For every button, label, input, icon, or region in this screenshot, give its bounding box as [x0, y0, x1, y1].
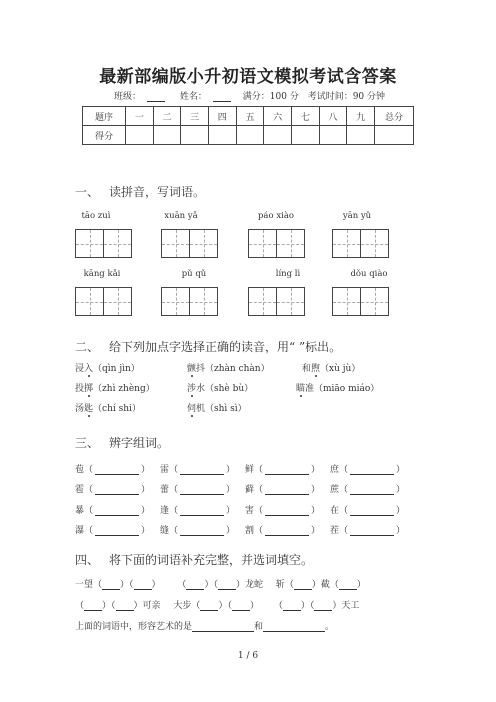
score-cell[interactable]: [264, 126, 292, 145]
writing-grid[interactable]: [161, 287, 218, 316]
answer-blank[interactable]: [95, 485, 139, 495]
pinyin-label: kāng kǎi: [83, 269, 121, 279]
pinyin-label: dǒu qiào: [350, 269, 388, 279]
base-character: 庶: [330, 465, 340, 475]
table-cell: 题序: [83, 107, 126, 126]
reading-item[interactable]: 涉水（shè bù）: [187, 384, 254, 394]
writing-grid[interactable]: [161, 229, 218, 258]
score-cell[interactable]: [126, 126, 154, 145]
reading-item[interactable]: 浸入（qìn jìn）: [75, 364, 140, 374]
writing-grid[interactable]: [75, 287, 132, 316]
pinyin-label: yān yǔ: [342, 211, 372, 221]
answer-blank[interactable]: [180, 506, 224, 516]
word-formation-item[interactable]: 鲜（ ）: [245, 465, 321, 475]
base-character: 鲜: [245, 465, 255, 475]
word-formation-item[interactable]: 苞（ ）: [75, 465, 151, 475]
base-character: 逢: [160, 506, 170, 516]
word-formation-item[interactable]: 雷（ ）: [160, 465, 236, 475]
answer-blank[interactable]: [95, 526, 139, 536]
table-row: [83, 126, 414, 145]
word-formation-item[interactable]: 缝（ ）: [160, 526, 236, 536]
table-cell: 六: [264, 107, 292, 126]
full-score: 满分：100 分: [242, 92, 299, 102]
section-4-heading: 四、 将下面的词语补充完整，并选词填空。: [75, 553, 314, 567]
writing-grid[interactable]: [248, 287, 305, 316]
table-cell: 总分: [375, 107, 414, 126]
score-cell[interactable]: [291, 126, 319, 145]
table-row: [83, 107, 414, 126]
word-formation-item[interactable]: 逢（ ）: [160, 506, 236, 516]
base-character: 割: [245, 526, 255, 536]
base-character: 雷: [160, 465, 170, 475]
page-number: 1 / 6: [237, 651, 259, 661]
answer-blank[interactable]: [350, 465, 394, 475]
writing-grid[interactable]: [332, 287, 389, 316]
exam-time: 考试时间：90 分钟: [307, 92, 386, 102]
answer-blank[interactable]: [350, 506, 394, 516]
exam-info: [0, 89, 496, 102]
reading-item[interactable]: 颤抖（zhàn chàn）: [187, 364, 270, 374]
section-1-heading: 一、 读拼音，写词语。: [75, 185, 206, 199]
writing-grid[interactable]: [248, 229, 305, 258]
base-character: 在: [330, 506, 340, 516]
idiom-line-1[interactable]: 一望（ ）（ ） （ ）（ ）龙蛇 斩（ ）截（ ）: [75, 580, 366, 590]
table-cell: 五: [236, 107, 264, 126]
answer-blank[interactable]: [350, 526, 394, 536]
word-formation-item[interactable]: 在（ ）: [330, 506, 406, 516]
answer-blank[interactable]: [350, 485, 394, 495]
base-character: 蕾: [160, 485, 170, 495]
base-character: 藓: [245, 485, 255, 495]
score-cell[interactable]: [347, 126, 375, 145]
score-table: [82, 106, 414, 145]
answer-blank[interactable]: [265, 506, 309, 516]
table-cell: 得分: [83, 126, 126, 145]
word-formation-item[interactable]: 茬（ ）: [330, 526, 406, 536]
base-character: 缝: [160, 526, 170, 536]
answer-blank[interactable]: [265, 526, 309, 536]
reading-item[interactable]: 和煦（xù jù）: [302, 364, 361, 374]
answer-blank[interactable]: [95, 506, 139, 516]
table-cell: 一: [126, 107, 154, 126]
base-character: 蔗: [330, 485, 340, 495]
score-cell[interactable]: [181, 126, 209, 145]
answer-blank[interactable]: [265, 465, 309, 475]
pinyin-label: tāo zuì: [81, 211, 111, 221]
section-2-heading: 二、 给下列加点字选择正确的读音，用“ ”标出。: [75, 340, 342, 354]
table-cell: 四: [208, 107, 236, 126]
reading-item[interactable]: 投掷（zhì zhèng）: [75, 384, 155, 394]
word-formation-item[interactable]: 蔗（ ）: [330, 485, 406, 495]
base-character: 暴: [75, 506, 85, 516]
writing-grid[interactable]: [75, 229, 132, 258]
word-formation-item[interactable]: 藓（ ）: [245, 485, 321, 495]
answer-blank[interactable]: [180, 526, 224, 536]
reading-item[interactable]: 瞄准（miāo miáo）: [296, 384, 380, 394]
score-cell[interactable]: [208, 126, 236, 145]
table-cell: 三: [181, 107, 209, 126]
score-cell[interactable]: [319, 126, 347, 145]
word-formation-item[interactable]: 雹（ ）: [75, 485, 151, 495]
table-cell: 八: [319, 107, 347, 126]
idiom-line-2[interactable]: （ ）（ ）可亲 大步（ ）（ ） （ ）（ ）天工: [75, 601, 360, 611]
base-character: 瀑: [75, 526, 85, 536]
word-formation-item[interactable]: 蕾（ ）: [160, 485, 236, 495]
word-formation-item[interactable]: 害（ ）: [245, 506, 321, 516]
score-cell[interactable]: [153, 126, 181, 145]
page-title: 最新部编版小升初语文模拟考试含答案: [99, 67, 397, 87]
table-cell: 七: [291, 107, 319, 126]
word-formation-item[interactable]: 暴（ ）: [75, 506, 151, 516]
name-field: 姓名：: [177, 92, 234, 102]
base-character: 茬: [330, 526, 340, 536]
writing-grid[interactable]: [332, 229, 389, 258]
table-cell: 二: [153, 107, 181, 126]
table-cell: 九: [347, 107, 375, 126]
pinyin-label: xuān yǎ: [164, 211, 198, 221]
section-3-heading: 三、 辨字组词。: [75, 436, 170, 450]
answer-blank[interactable]: [180, 485, 224, 495]
pinyin-label: pǔ qǔ: [181, 269, 207, 279]
answer-blank[interactable]: [265, 485, 309, 495]
word-formation-item[interactable]: 瀑（ ）: [75, 526, 151, 536]
word-formation-item[interactable]: 割（ ）: [245, 526, 321, 536]
reading-item[interactable]: 汤匙（chí shi）: [75, 404, 141, 414]
score-cell[interactable]: [375, 126, 414, 145]
reading-item[interactable]: 伺机（shì sì）: [187, 404, 247, 414]
score-cell[interactable]: [236, 126, 264, 145]
base-character: 苞: [75, 465, 85, 475]
answer-blank[interactable]: [95, 465, 139, 475]
pinyin-label: líng lì: [275, 269, 301, 279]
word-formation-item[interactable]: 庶（ ）: [330, 465, 406, 475]
base-character: 雹: [75, 485, 85, 495]
base-character: 害: [245, 506, 255, 516]
pinyin-label: páo xiào: [257, 211, 295, 221]
answer-blank[interactable]: [180, 465, 224, 475]
fill-sentence[interactable]: 上面的词语中，形容艺术的是 和 。: [75, 622, 335, 632]
class-field: 班级：: [111, 92, 168, 102]
